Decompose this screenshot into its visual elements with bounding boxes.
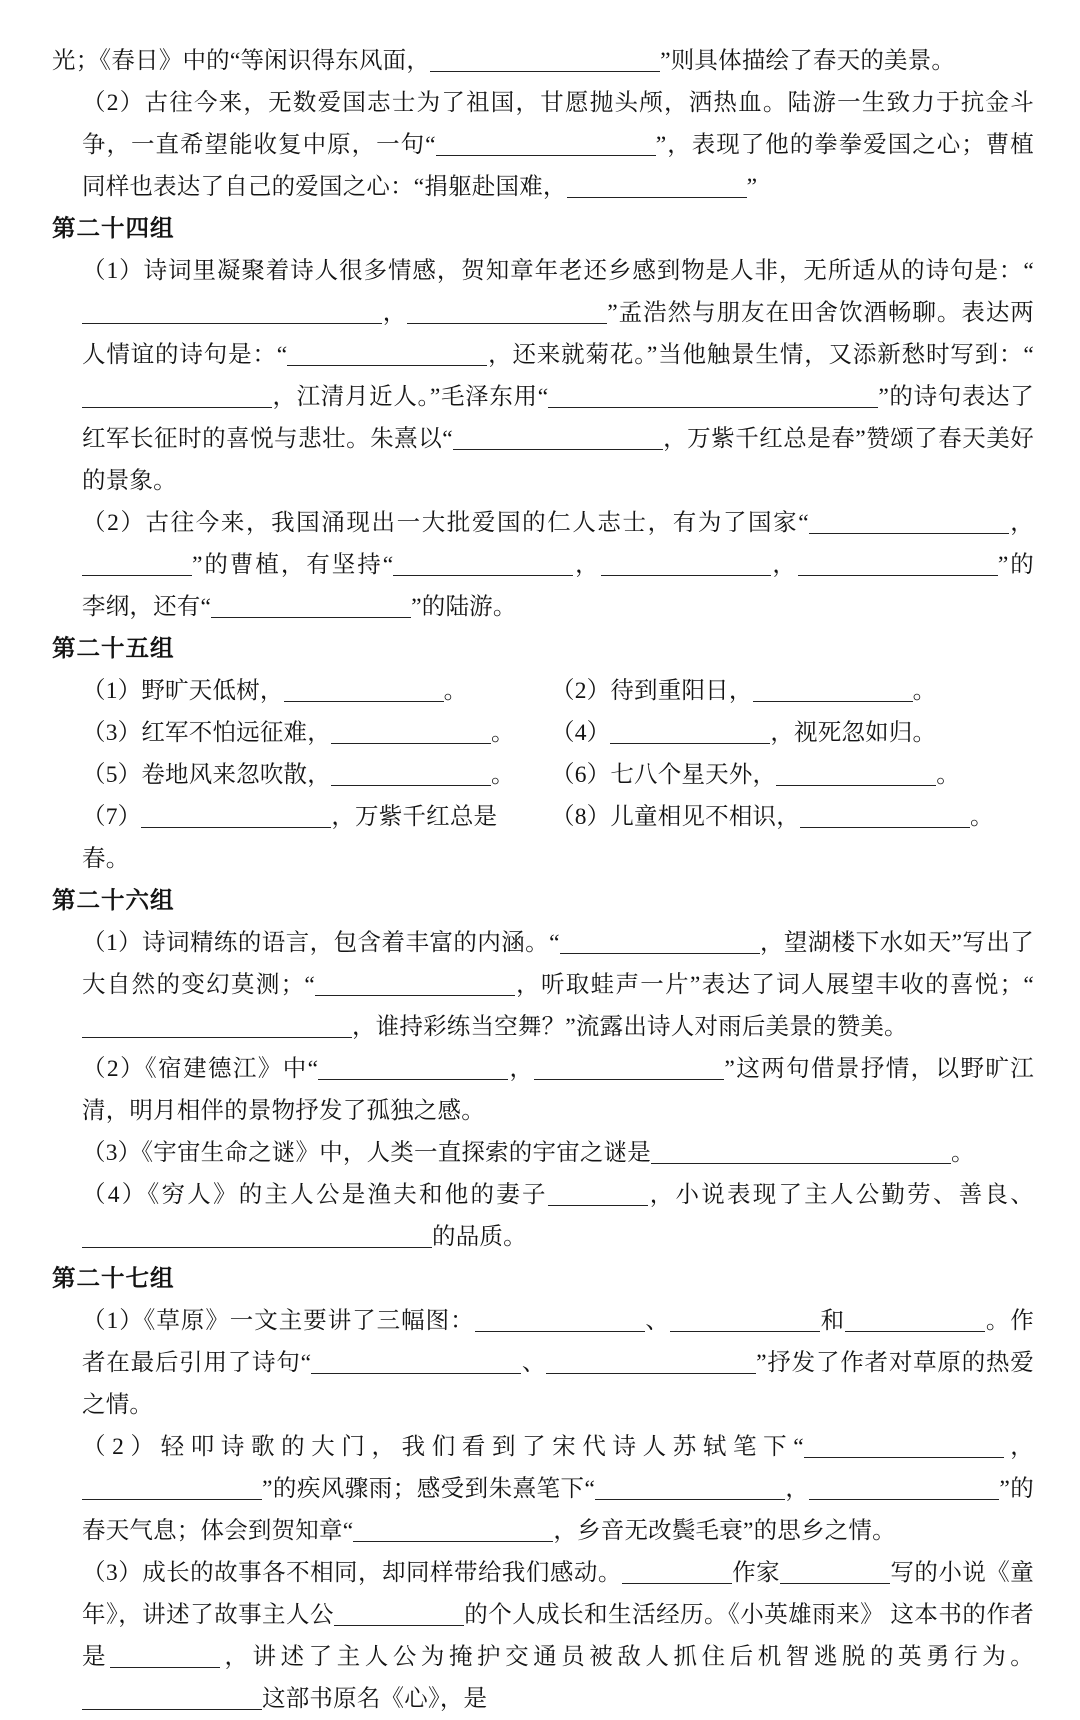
item-text: 野旷天低树，: [141, 678, 284, 704]
group-title-24: 第二十四组: [52, 216, 175, 242]
blank-line[interactable]: [318, 1057, 508, 1080]
blank-line[interactable]: [534, 1057, 724, 1080]
blank-line[interactable]: [845, 1309, 985, 1332]
q-text-d: 。作者在最后引用了诗句“: [82, 1308, 1034, 1376]
question-g26-2: [52, 1048, 1034, 1132]
blank-line[interactable]: [798, 553, 998, 576]
q-text-d: ，: [573, 552, 601, 578]
item-label: （1）: [82, 678, 142, 704]
blank-line[interactable]: [548, 1183, 648, 1206]
q-text-e: ，讲述了主人公为掩护交通员被敌人抓住后机智逃脱的英勇行为。: [220, 1644, 1034, 1670]
blank-line[interactable]: [436, 133, 656, 156]
item-tail: 。: [490, 762, 515, 788]
question-g27-2: [52, 1426, 1034, 1552]
fill-item: [543, 712, 1034, 754]
q-text-f: 这部书原名《心》，是: [262, 1686, 488, 1712]
item-tail: 。: [490, 720, 515, 746]
item-tail: 。: [969, 804, 994, 830]
blank-line[interactable]: [82, 1015, 192, 1038]
blank-line[interactable]: [311, 1351, 521, 1374]
blank-line[interactable]: [622, 1561, 732, 1584]
fill-row: [52, 712, 1034, 754]
q-text-c: ，听取蛙声一片”表达了词人展望丰收的喜悦；“: [514, 972, 1034, 998]
blank-line[interactable]: [804, 1435, 1004, 1458]
document-body: [52, 40, 1034, 1720]
blank-line[interactable]: [141, 805, 331, 828]
q-text-c: ”这两句借景抒情，以野旷江清，明月相伴的景物抒发了孤独之感。: [82, 1056, 1034, 1124]
question-g26-1: [52, 922, 1034, 1048]
blank-line[interactable]: [82, 1225, 232, 1248]
q-text-b: ，: [1008, 510, 1034, 536]
q-text-e: 、: [521, 1350, 547, 1376]
blank-line[interactable]: [800, 805, 970, 828]
fill-item: [52, 754, 543, 796]
continuation-suffix: ”则具体描绘了春天的美景。: [660, 48, 956, 74]
blank-line[interactable]: [776, 763, 936, 786]
question-g23-2: [52, 82, 1034, 208]
question-g27-3: [52, 1552, 1034, 1720]
q-text-a: （3）《宇宙生命之谜》中，人类一直探索的宇宙之谜是: [82, 1140, 651, 1166]
blank-line[interactable]: [82, 301, 212, 324]
fill-item: [52, 712, 543, 754]
q-text-c: ”的疾风骤雨；感受到朱熹笔下“: [262, 1476, 596, 1502]
blank-line[interactable]: [287, 343, 487, 366]
blank-line[interactable]: [353, 1519, 553, 1542]
q-text-f: ”的诗句表达了红军长征时的喜悦与悲壮。朱熹以“: [82, 384, 1034, 452]
blank-line[interactable]: [651, 1141, 951, 1164]
question-g26-4: [52, 1174, 1034, 1258]
q-text-b: ，: [1003, 1434, 1034, 1460]
question-g27-1: [52, 1300, 1034, 1426]
blank-line[interactable]: [211, 595, 411, 618]
item-label: （6）: [551, 762, 611, 788]
fill-item: [543, 754, 1034, 796]
q-text-e: ，: [770, 552, 798, 578]
q-text-g: ，万紫千红总是春”赞颂了春天美好的景象。: [82, 426, 1034, 494]
blank-line[interactable]: [82, 553, 192, 576]
q-text-a: （2）古往今来，无数爱国志士为了祖国，甘愿抛头颅，洒热血。陆游一生致力于抗金斗争，一直希望能收复中原，一句“: [82, 90, 1034, 158]
blank-line[interactable]: [284, 679, 444, 702]
q-text-a: （3）成长的故事各不相同，却同样带给我们感动。: [82, 1560, 622, 1586]
item-tail: ，万紫千红总是春。: [82, 804, 498, 872]
q-text-a: （1）《草原》一文主要讲了三幅图：: [82, 1308, 475, 1334]
q-text-e: ”的春天气息；体会到贺知章“: [82, 1476, 1034, 1544]
item-text: 儿童相见不相识，: [610, 804, 800, 830]
blank-line[interactable]: [82, 1477, 262, 1500]
q-text-a: （1）诗词精练的语言，包含着丰富的内涵。“: [82, 930, 560, 956]
q-text-d: ，还来就菊花。”当他触景生情，又添新愁时写到：“: [487, 342, 1034, 368]
blank-line[interactable]: [331, 721, 491, 744]
fill-row: [52, 754, 1034, 796]
q-text-b: ，: [382, 300, 408, 326]
group-title-25: 第二十五组: [52, 636, 175, 662]
blank-line[interactable]: [809, 511, 1009, 534]
blank-line[interactable]: [601, 553, 771, 576]
blank-line[interactable]: [212, 301, 382, 324]
q-text-b: 作家: [731, 1560, 781, 1586]
q-text-e: ，江清月近人。”毛泽东用“: [272, 384, 549, 410]
q-text-c: 和: [819, 1308, 846, 1334]
fill-item: [52, 796, 543, 880]
blank-line[interactable]: [475, 1309, 645, 1332]
question-g24-1: [52, 250, 1034, 502]
q-text-c: 写的小说《童年》，讲述了故事主人公: [82, 1560, 1034, 1628]
q-text-a: （4）《穷人》的主人公是渔夫和他的妻子: [82, 1182, 548, 1208]
q-text-a: （2）轻叩诗歌的大门，我们看到了宋代诗人苏轼笔下“: [82, 1434, 804, 1460]
blank-line[interactable]: [334, 1603, 464, 1626]
fill-item: [543, 670, 1034, 712]
blank-line[interactable]: [567, 175, 747, 198]
group-title-26: 第二十六组: [52, 888, 175, 914]
blank-line[interactable]: [232, 1225, 432, 1248]
blank-line[interactable]: [670, 1309, 820, 1332]
item-text: 红军不怕远征难，: [141, 720, 331, 746]
blank-line[interactable]: [393, 553, 573, 576]
q-text-b: 、: [644, 1308, 670, 1334]
q-text-d: ，谁持彩练当空舞？”流露出诗人对雨后美景的赞美。: [352, 1014, 908, 1040]
item-text: 七八个星天外，: [610, 762, 777, 788]
blank-line[interactable]: [331, 763, 491, 786]
item-label: （8）: [551, 804, 611, 830]
blank-line[interactable]: [610, 721, 770, 744]
q-text-d: 的个人成长和生活经历。《小英雄雨来》 这本书的作者是: [82, 1602, 1034, 1670]
q-text-d: ，: [785, 1476, 810, 1502]
fill-item: [52, 670, 543, 712]
blank-line[interactable]: [110, 1645, 220, 1668]
blank-line[interactable]: [560, 931, 760, 954]
q-text-c: ”孟浩然与朋友在田舍饮酒畅聊。表达两人情谊的诗句是：“: [82, 300, 1035, 368]
q-text-g: ”的陆游。: [411, 594, 517, 620]
q-text-f: ”抒发了作者对草原的热爱之情。: [82, 1350, 1034, 1418]
q-text-b: ，望湖楼下水如天”写出了大自然的变幻莫测；“: [82, 930, 1034, 998]
item-label: （5）: [82, 762, 142, 788]
q-text-c: ”的曹植，有坚持“: [192, 552, 394, 578]
q-text-b: ，小说表现了主人公勤劳、善良、: [647, 1182, 1034, 1208]
q-text-a: （2）《宿建德江》中“: [82, 1056, 319, 1082]
q-text-a: （2）古往今来，我国涌现出一大批爱国的仁人志士，有为了国家“: [82, 510, 809, 536]
blank-line[interactable]: [595, 1477, 785, 1500]
item-label: （3）: [82, 720, 142, 746]
blank-line[interactable]: [753, 679, 913, 702]
group-title-27: 第二十七组: [52, 1266, 175, 1292]
item-tail: ，视死忽如归。: [770, 720, 937, 746]
q-text-c: ”: [746, 174, 758, 200]
item-text: 待到重阳日，: [610, 678, 753, 704]
fill-row: [52, 796, 1034, 880]
q-text-b: 。: [951, 1140, 975, 1166]
q-text-f: ，乡音无改鬓毛衰”的思乡之情。: [553, 1518, 896, 1544]
item-tail: 。: [912, 678, 937, 704]
item-tail: 。: [936, 762, 960, 788]
continuation-line: [52, 40, 1034, 82]
fill-item: [543, 796, 1034, 880]
item-text: 卷地风来忽吹散，: [141, 762, 331, 788]
blank-line[interactable]: [546, 1351, 756, 1374]
question-g26-3: [52, 1132, 1034, 1174]
blank-line[interactable]: [82, 1687, 262, 1710]
blank-line[interactable]: [192, 1015, 352, 1038]
blank-line[interactable]: [82, 385, 272, 408]
question-g24-2: [52, 502, 1034, 628]
blank-line[interactable]: [315, 973, 515, 996]
blank-line[interactable]: [780, 1561, 890, 1584]
q-text-b: ”，表现了他的拳拳爱国之心；曹植同样也表达了自己的爱国之心：“捐躯赴国难，: [82, 132, 1034, 200]
blank-line[interactable]: [548, 385, 878, 408]
q-text-c: 的品质。: [432, 1224, 527, 1250]
q-text-a: （1）诗词里凝聚着诗人很多情感，贺知章年老还乡感到物是人非，无所适从的诗句是：“: [82, 258, 1034, 284]
blank-line[interactable]: [430, 49, 660, 72]
blank-line[interactable]: [453, 427, 663, 450]
q-text-b: ，: [508, 1056, 535, 1082]
item-tail: 。: [443, 678, 468, 704]
blank-line[interactable]: [809, 1477, 999, 1500]
blank-line[interactable]: [407, 301, 607, 324]
continuation-mid: 等闲识得东风面，: [240, 48, 431, 74]
item-label: （4）: [551, 720, 611, 746]
item-label: （7）: [82, 804, 142, 830]
continuation-prefix: 光；《春日》中的“: [52, 48, 241, 74]
q-text-f: ”的李纲，还有“: [82, 552, 1035, 620]
item-label: （2）: [551, 678, 611, 704]
fill-row: [52, 670, 1034, 712]
